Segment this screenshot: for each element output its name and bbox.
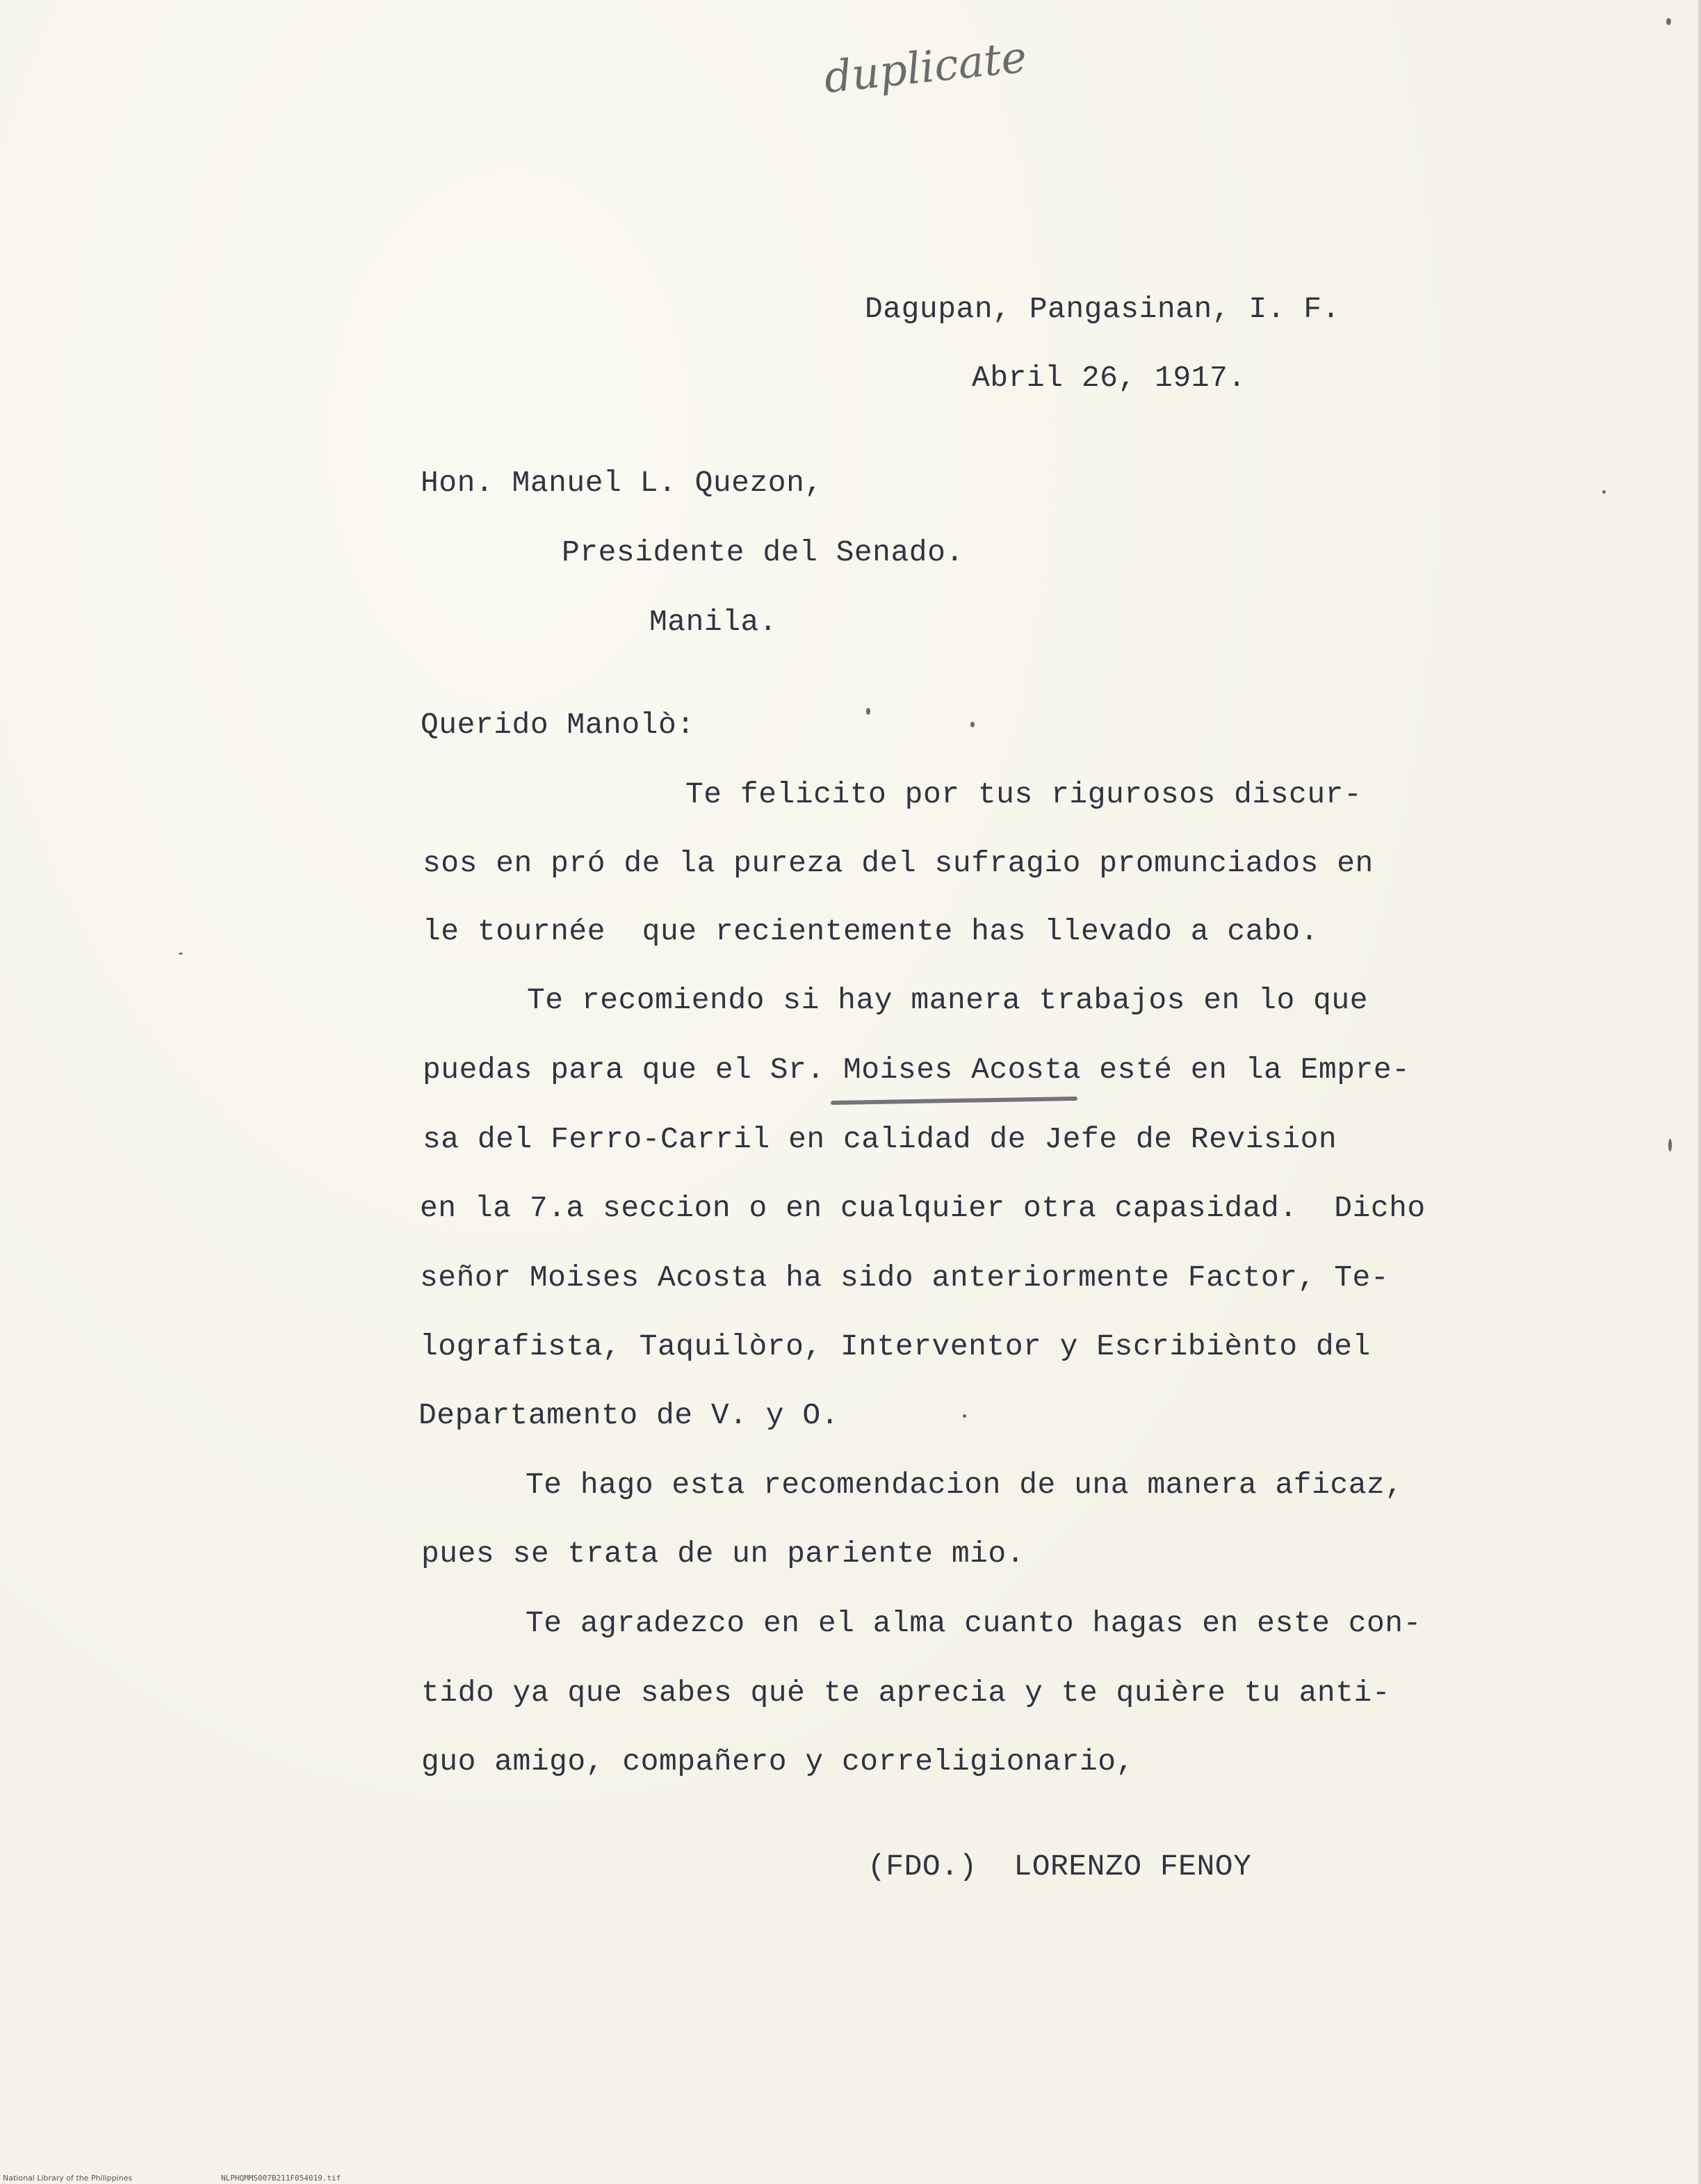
body-line: lografista, Taquilòro, Interventor y Escribiènto del: [420, 1329, 1371, 1364]
letter-date: Abril 26, 1917.: [972, 361, 1246, 395]
ink-speck: [1668, 1139, 1672, 1151]
body-line: Departamento de V. y O.: [418, 1398, 839, 1432]
body-line: sos en pró de la pureza del sufragio promunciados en: [423, 846, 1374, 880]
library-footer: National Library of the Philippines: [3, 2174, 133, 2183]
body-line: en la 7.a seccion o en cualquier otra capasidad. Dicho: [420, 1191, 1426, 1225]
recipient-name: Hon. Manuel L. Quezon,: [421, 466, 823, 500]
body-line: Te hago esta recomendacion de una manera aficaz,: [526, 1468, 1403, 1502]
salutation: Querido Manolò:: [421, 708, 695, 742]
handwritten-underline: [831, 1097, 1077, 1105]
body-line: señor Moises Acosta ha sido anteriormente Factor, Te-: [420, 1261, 1390, 1295]
file-name-footer: NLPHQMMS007B211F054019.tif: [221, 2174, 341, 2183]
page-edge-shadow: [1697, 0, 1701, 2184]
ink-speck: [970, 722, 975, 727]
body-line: Te agradezco en el alma cuanto hagas en este con-: [526, 1606, 1422, 1640]
body-line: Te felicito por tus rigurosos discur-: [685, 777, 1362, 811]
handwritten-annotation: duplicate: [821, 31, 1029, 104]
body-line: guo amigo, compañero y correligionario,: [421, 1745, 1134, 1779]
body-line: sa del Ferro-Carril en calidad de Jefe de Revision: [423, 1122, 1337, 1156]
signature: (FDO.) LORENZO FENOY: [868, 1850, 1252, 1884]
recipient-title: Presidente del Senado.: [562, 535, 964, 569]
body-line: pues se trata de un pariente mio.: [421, 1537, 1025, 1571]
ink-speck: [1666, 18, 1671, 25]
body-line: tido ya que sabes quė te aprecia y te quière tu anti-: [421, 1676, 1391, 1710]
body-line: puedas para que el Sr. Moises Acosta esté en la Empre-: [423, 1053, 1410, 1087]
recipient-city: Manila.: [649, 605, 778, 639]
ink-speck: [866, 708, 870, 715]
body-line: Te recomiendo si hay manera trabajos en lo que: [527, 983, 1368, 1017]
ink-speck: [1602, 490, 1606, 494]
body-line: le tournée que recientemente has llevado a cabo.: [423, 914, 1319, 948]
ink-speck: [963, 1414, 966, 1418]
letter-place: Dagupan, Pangasinan, I. F.: [865, 292, 1340, 326]
ink-speck: [179, 953, 183, 955]
